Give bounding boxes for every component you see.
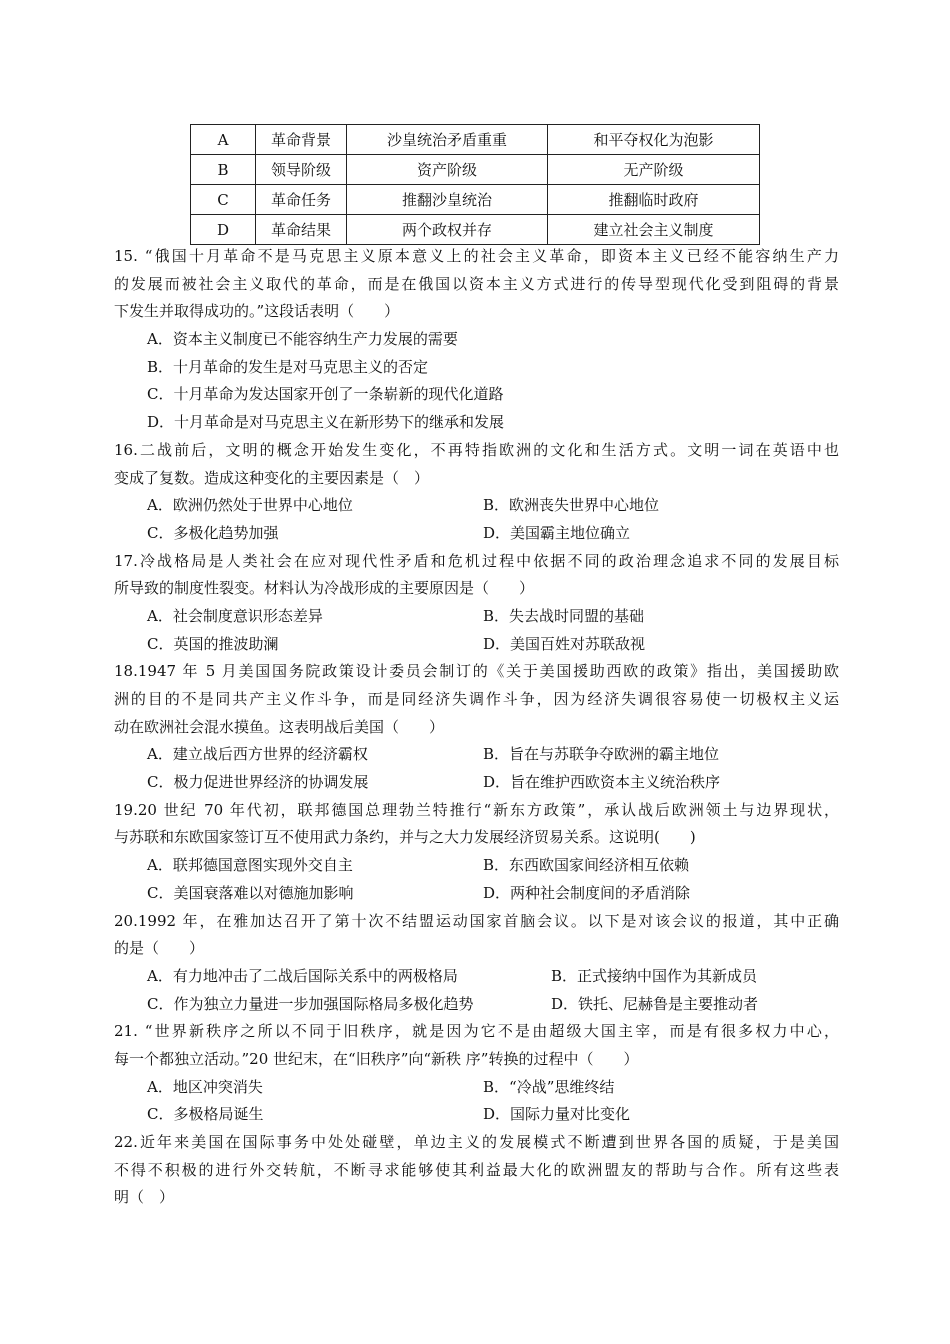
option-row [114, 326, 839, 354]
table-cell: D [191, 215, 256, 245]
option-row [114, 852, 839, 880]
option-d: D．铁托、尼赫鲁是主要推动者 [551, 994, 759, 1013]
question-19 [114, 797, 839, 908]
table-row [191, 185, 760, 215]
option-c: C．多极格局诞生 [147, 1105, 264, 1124]
table-cell: 和平夺权化为泡影 [548, 125, 760, 155]
question-stem-line: 的是（ ） [114, 939, 205, 958]
question-stem-line: 19.20 世纪 70 年代初，联邦德国总理勃兰特推行“新东方政策”，承认战后欧洲领土与边界现状， [114, 800, 839, 819]
option-d: D．两种社会制度间的矛盾消除 [483, 883, 691, 902]
table-cell: C [191, 185, 256, 215]
question-stem-line: 的发展而被社会主义取代的革命，而是在俄国以资本主义方式进行的传导型现代化受到阻碍的背景 [114, 274, 839, 293]
table-cell: A [191, 125, 256, 155]
option-row [114, 991, 839, 1019]
question-stem-line: 17.冷战格局是人类社会在应对现代性矛盾和危机过程中依据不同的政治理念追求不同的发展目标 [114, 551, 839, 570]
table-cell: B [191, 155, 256, 185]
option-row [114, 1074, 839, 1102]
table-row [191, 215, 760, 245]
table-cell: 领导阶级 [256, 155, 347, 185]
option-a: A．欧洲仍然处于世界中心地位 [147, 496, 353, 515]
question-stem-line: 动在欧洲社会混水摸鱼。这表明战后美国（ ） [114, 717, 445, 736]
question-stem-line: 15. “俄国十月革命不是马克思主义原本意义上的社会主义革命，即资本主义已经不能容纳生产力 [114, 247, 839, 265]
option-c: C．十月革命为发达国家开创了一条崭新的现代化道路 [147, 385, 504, 404]
question-stem-line: 每一个都独立活动。”20 世纪末，在“旧秩序”向“新秩 序”转换的过程中（ ） [114, 1049, 639, 1068]
question-21 [114, 1018, 839, 1129]
option-row [114, 381, 839, 409]
table-cell: 推翻沙皇统治 [347, 185, 548, 215]
option-row [114, 492, 839, 520]
table-row [191, 125, 760, 155]
answer-options-table [190, 124, 760, 245]
table-cell: 无产阶级 [548, 155, 760, 185]
question-stem-line: 下发生并取得成功的。”这段话表明（ ） [114, 302, 400, 321]
option-a: A．社会制度意识形态差异 [147, 606, 323, 625]
question-stem-line: 20.1992 年，在雅加达召开了第十次不结盟运动国家首脑会议。以下是对该会议的报道，其中正确 [114, 911, 839, 930]
option-b: B．旨在与苏联争夺欧洲的霸主地位 [483, 745, 720, 764]
option-b: B．东西欧国家间经济相互依赖 [483, 856, 690, 875]
question-stem-line: 所导致的制度性裂变。材料认为冷战形成的主要原因是（ ） [114, 579, 535, 598]
option-a: A．资本主义制度已不能容纳生产力发展的需要 [147, 330, 458, 349]
question-20 [114, 908, 839, 1019]
option-b: B．正式接纳中国作为其新成员 [551, 966, 758, 985]
option-row [114, 520, 839, 548]
question-stem-line: 明（ ） [114, 1188, 175, 1207]
option-a: A．有力地冲击了二战后国际关系中的两极格局 [147, 966, 458, 985]
table-cell: 两个政权并存 [347, 215, 548, 245]
option-d: D．美国百姓对苏联敌视 [483, 634, 646, 653]
option-d: D．十月革命是对马克思主义在新形势下的继承和发展 [147, 413, 505, 432]
option-c: C．美国衰落难以对德施加影响 [147, 883, 354, 902]
option-b: B．十月革命的发生是对马克思主义的否定 [147, 357, 429, 376]
table-cell: 革命任务 [256, 185, 347, 215]
question-16 [114, 437, 839, 548]
question-17 [114, 548, 839, 659]
table-cell: 沙皇统治矛盾重重 [347, 125, 548, 155]
option-row [114, 1101, 839, 1129]
option-row [114, 880, 839, 908]
option-c: C．英国的推波助澜 [147, 634, 279, 653]
option-row [114, 631, 839, 659]
option-b: B．“冷战”思维终结 [483, 1077, 615, 1096]
option-a: A．建立战后西方世界的经济霸权 [147, 745, 368, 764]
option-c: C．多极化趋势加强 [147, 523, 279, 542]
question-15 [114, 243, 839, 437]
option-b: B．失去战时同盟的基础 [483, 606, 645, 625]
option-row [114, 354, 839, 382]
table-cell: 推翻临时政府 [548, 185, 760, 215]
question-stem-line: 变成了复数。造成这种变化的主要因素是（ ） [114, 468, 430, 487]
question-22 [114, 1129, 839, 1212]
option-row [114, 741, 839, 769]
table-row [191, 155, 760, 185]
question-stem-line: 不得不积极的进行外交转航，不断寻求能够使其利益最大化的欧洲盟友的帮助与合作。所有这些表 [114, 1160, 839, 1179]
option-d: D．国际力量对比变化 [483, 1105, 631, 1124]
question-list [114, 243, 839, 1212]
question-stem-line: 21. “世界新秩序之所以不同于旧秩序，就是因为它不是由超级大国主宰，而是有很多权力中心， [114, 1022, 839, 1041]
option-d: D．旨在维护西欧资本主义统治秩序 [483, 773, 721, 792]
table-cell: 革命结果 [256, 215, 347, 245]
table-cell: 建立社会主义制度 [548, 215, 760, 245]
question-stem-line: 16.二战前后，文明的概念开始发生变化，不再特指欧洲的文化和生活方式。文明一词在英语中也 [114, 440, 839, 459]
table-cell: 革命背景 [256, 125, 347, 155]
question-18 [114, 658, 839, 796]
option-d: D．美国霸主地位确立 [483, 523, 631, 542]
option-a: A．联邦德国意图实现外交自主 [147, 856, 353, 875]
option-row [114, 409, 839, 437]
option-a: A．地区冲突消失 [147, 1077, 263, 1096]
option-row [114, 963, 839, 991]
question-stem-line: 与苏联和东欧国家签订互不使用武力条约，并与之大力发展经济贸易关系。这说明( ) [114, 828, 696, 847]
option-b: B．欧洲丧失世界中心地位 [483, 496, 660, 515]
question-stem-line: 18.1947 年 5 月美国国务院政策设计委员会制订的《关于美国援助西欧的政策》指出，美国援助欧 [114, 662, 839, 681]
option-c: C．极力促进世界经济的协调发展 [147, 773, 369, 792]
question-stem-line: 洲的目的不是同共产主义作斗争，而是同经济失调作斗争，因为经济失调很容易使一切极权主义运 [114, 690, 839, 708]
option-row [114, 769, 839, 797]
question-stem-line: 22.近年来美国在国际事务中处处碰壁，单边主义的发展模式不断遭到世界各国的质疑，于是美国 [114, 1133, 839, 1151]
table-cell: 资产阶级 [347, 155, 548, 185]
option-row [114, 603, 839, 631]
option-c: C．作为独立力量进一步加强国际格局多极化趋势 [147, 994, 474, 1013]
